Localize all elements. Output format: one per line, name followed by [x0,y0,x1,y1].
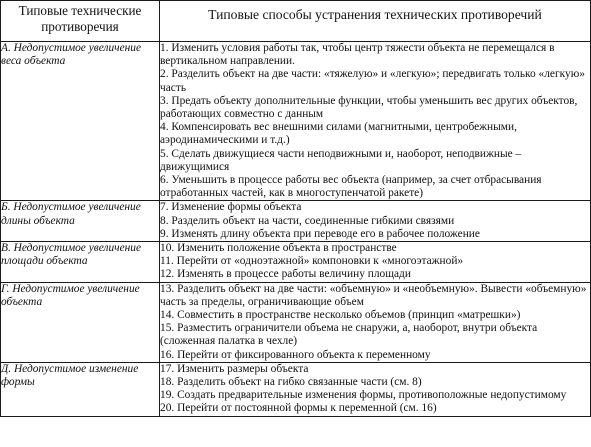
category-cell: Д. Недопустимое изменение формы [1,362,160,416]
method-item: 13. Разделить объект на две части: «объемную» и «необъемную». Вывести «объемную» часть за пределы, ограничивающие объем [160,282,587,308]
method-item: 6. Уменьшить в процессе работы вес объекта (например, за счет отбрасывания отработанных частей, как в многоступенчатой ракете) [160,174,542,200]
methods-cell [160,242,591,283]
category-cell: Г. Недопустимое увеличение объекта [1,282,160,362]
method-item: 2. Разделить объект на две части: «тяжелую» и «легкую»; передвигать только «легкую» часть [160,68,585,94]
method-item: 18. Разделить объект на гибко связанные части (см. 8) [160,376,422,389]
method-item: 20. Перейти от постоянной формы к переменной (см. 16) [160,402,437,415]
method-item: 14. Совместить в пространстве несколько объемов (принцип «матрешки») [160,309,521,322]
method-item: 3. Предать объекту дополнительные функции, чтобы уменьшить вес других объектов, работающих совместно с данным [160,94,578,121]
method-item: 10. Изменить положение объекта в пространстве [160,242,397,255]
table-row [1,201,591,242]
method-item: 4. Компенсировать вес внешними силами (магнитными, центробежными, аэродинамическими и т.д.) [160,121,517,147]
method-item: 15. Разместить ограничители объема не снаружи, а, наоборот, внутри объекта (сложенная палатка в чехле) [160,322,538,348]
header-contradictions: Типовые технические противоречия [1,1,160,42]
method-item: 5. Сделать движущиеся части неподвижными и, наоборот, неподвижные – движущимися [160,147,522,173]
method-item: 7. Изменение формы объекта [160,201,302,214]
method-item: 12. Изменять в процессе работы величину площади [160,268,411,281]
table-row [1,242,591,283]
category-cell: Б. Недопустимое увеличение длины объекта [1,201,160,242]
methods-cell [160,362,591,416]
method-item: 1. Изменить условия работы так, чтобы центр тяжести объекта не перемещался в вертикальном направлении. [160,42,555,68]
category-cell: В. Недопустимое увеличение площади объекта [1,242,160,283]
methods-cell [160,282,591,362]
method-item: 17. Изменить размеры объекта [160,362,309,375]
header-methods: Типовые способы устранения технических противоречий [160,1,591,42]
table-row [1,362,591,416]
methods-cell [160,42,591,201]
method-item: 19. Создать предварительные изменения формы, противоположные недопустимому [160,389,567,402]
table-header-row [1,1,591,42]
method-item: 16. Перейти от фиксированного объекта к переменному [160,348,431,361]
method-item: 9. Изменять длину объекта при переводе его в рабочее положение [160,227,480,240]
table-row [1,42,591,201]
method-item: 11. Перейти от «одноэтажной» компоновки к «многоэтажной» [160,255,464,268]
method-item: 8. Разделить объект на части, соединенные гибкими связями [160,214,455,227]
table-row [1,282,591,362]
category-cell: А. Недопустимое увеличение веса объекта [1,42,160,201]
methods-cell [160,201,591,242]
